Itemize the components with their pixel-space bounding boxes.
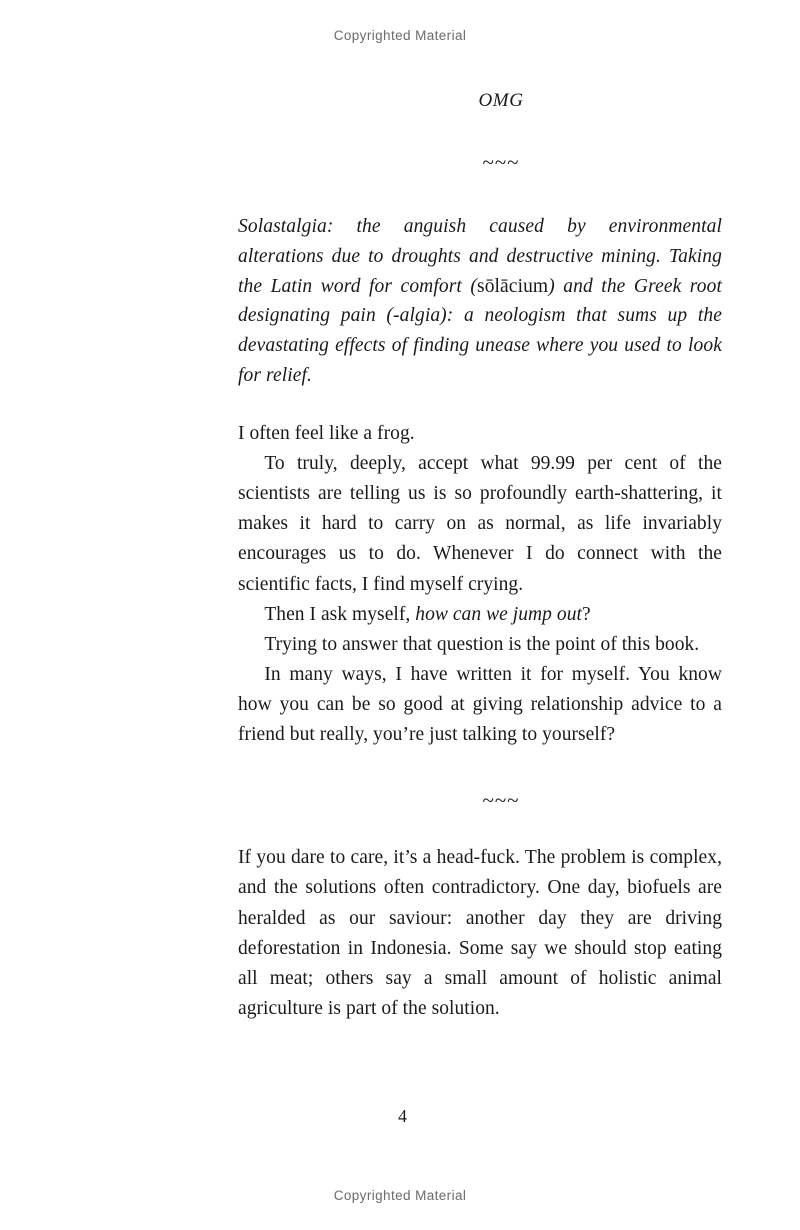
section-divider-middle: ~~~ <box>482 788 520 813</box>
epigraph-latin-word: sōlācium <box>477 275 549 297</box>
section-divider-top: ~~~ <box>482 150 520 174</box>
paragraph-3 <box>238 600 722 630</box>
paragraph-4: Trying to answer that question is the point of this book. <box>264 633 700 655</box>
epigraph-part-1: Solastalgia: the anguish caused by environmental alterations due to droughts and destructive mining. Taking the Latin word for comfort ( <box>238 216 722 297</box>
paragraph-6: If you dare to care, it’s a head-fuck. The problem is complex, and the solutions often contradictory. One day, biofuels are heralded as our saviour: another day they are driving deforestation in Indonesia. Some say we should stop eating all meat; others say a small amount of holistic animal agriculture is part of the solution. <box>238 847 722 1019</box>
page-content <box>238 90 722 1024</box>
paragraph-3-before: Then I ask myself, <box>264 603 416 625</box>
paragraph-3-italic: how can we jump out <box>415 603 582 625</box>
chapter-title: OMG <box>478 90 524 111</box>
epigraph <box>238 212 722 391</box>
paragraph-1: I often feel like a frog. <box>238 422 415 444</box>
epigraph-part-2: ) and the Greek root designating pain (-algia): a neologism that sums up the devastating effects of finding unease where you used to look for relief. <box>238 275 722 387</box>
paragraph-5: In many ways, I have written it for myself. You know how you can be so good at giving relationship advice to a friend but really, you’re just talking to yourself? <box>238 663 722 746</box>
page-number: 4 <box>398 1106 407 1126</box>
paragraph-3-after: ? <box>581 603 591 625</box>
copyright-watermark-bottom: Copyrighted Material <box>333 1188 467 1203</box>
copyright-watermark-top: Copyrighted Material <box>333 28 467 43</box>
paragraph-2: To truly, deeply, accept what 99.99 per cent of the scientists are telling us is so profoundly earth-shattering, it makes it hard to carry on as normal, as life invariably encourages us to do. Whenever I do connect with the scientific facts, I find myself crying. <box>238 453 722 595</box>
